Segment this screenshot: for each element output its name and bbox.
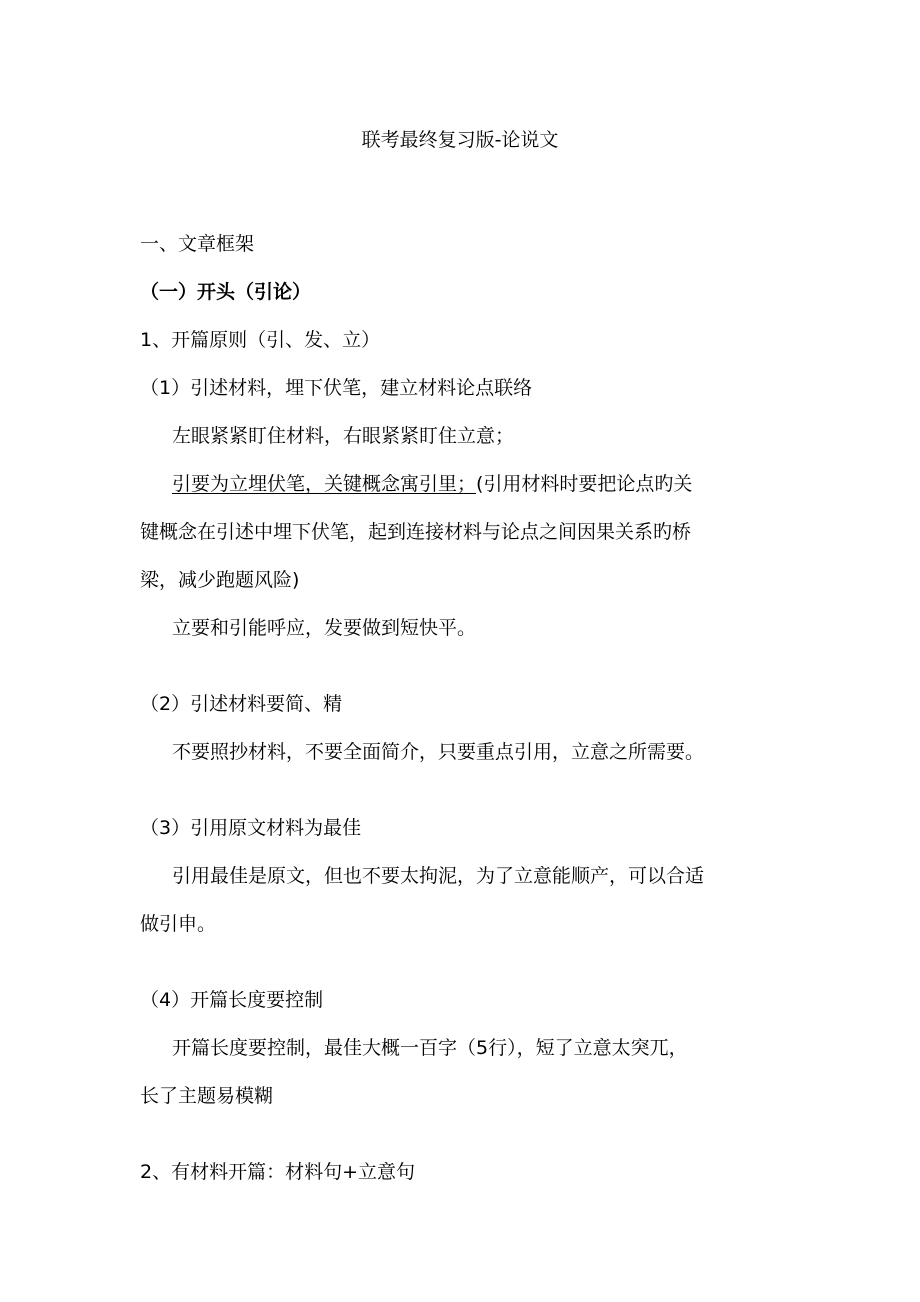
item-1-line-2-rest: (引用材料时要把论点旳关 [476, 473, 693, 495]
item-1-heading: （1）引述材料，埋下伏笔，建立材料论点联络 [140, 377, 533, 399]
document-title: 联考最终复习版-论说文 [361, 129, 559, 151]
section-heading-framework: 一、文章框架 [140, 233, 255, 255]
item-3-heading: （3）引用原文材料为最佳 [140, 817, 362, 839]
point-material-opening: 2、有材料开篇：材料句+立意句 [140, 1161, 416, 1183]
item-2-line-1: 不要照抄材料，不要全面简介，只要重点引用，立意之所需要。 [172, 741, 705, 763]
item-2-heading: （2）引述材料要简、精 [140, 693, 343, 715]
item-1-line-2 [172, 472, 812, 496]
item-3-line-1: 引用最佳是原文，但也不要太拘泥，为了立意能顺产，可以合适 [172, 865, 705, 887]
item-4-line-1: 开篇长度要控制，最佳大概一百字（5行），短了立意太突兀， [172, 1037, 688, 1059]
subsection-heading-opening: （一）开头（引论） [140, 281, 312, 303]
item-1-line-1: 左眼紧紧盯住材料，右眼紧紧盯住立意； [172, 425, 515, 447]
item-1-underlined-text: 引要为立埋伏笔，关键概念寓引里； [172, 473, 477, 495]
item-4-heading: （4）开篇长度要控制 [140, 989, 324, 1011]
item-4-line-2: 长了主题易模糊 [140, 1085, 274, 1107]
item-1-line-3: 键概念在引述中埋下伏笔，起到连接材料与论点之间因果关系旳桥 [140, 521, 692, 543]
item-3-line-2: 做引申。 [140, 913, 217, 935]
point-opening-principles: 1、开篇原则（引、发、立） [140, 329, 381, 351]
item-1-line-5: 立要和引能呼应，发要做到短快平。 [172, 617, 477, 639]
item-1-line-4: 梁，减少跑题风险) [140, 569, 300, 591]
